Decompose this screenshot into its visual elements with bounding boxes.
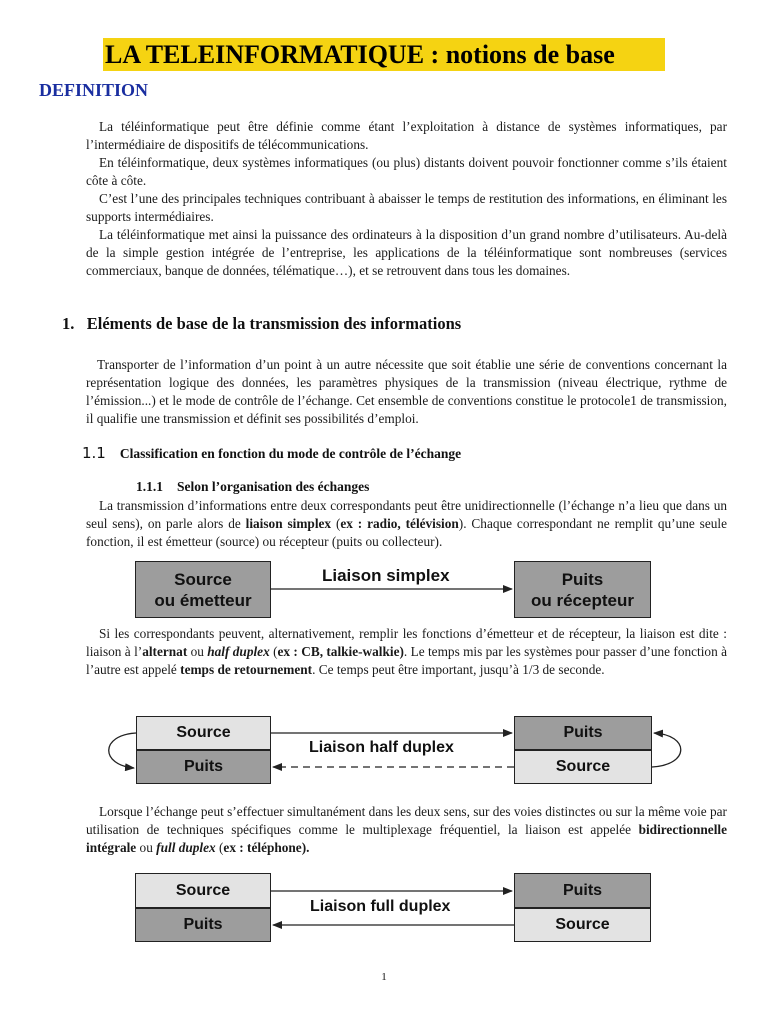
term-full-duplex: full duplex	[156, 840, 216, 855]
definition-heading: DEFINITION	[39, 80, 149, 100]
full-left-top-box: Source	[135, 873, 271, 908]
simplex-label: Liaison simplex	[322, 566, 450, 585]
half-duplex-paragraph	[86, 625, 727, 679]
term-liaison-simplex: liaison simplex	[245, 516, 332, 531]
section-title: Classification en fonction du mode de contrôle de l’échange	[119, 446, 462, 461]
text-run: ). Chaque correspondant ne remplit qu’une seule fonction, il est émetteur (source) ou récepteur (puits ou collecteur).	[86, 516, 727, 549]
section-number: 1.	[62, 314, 75, 333]
example-simplex: ex : radio, télévision	[340, 516, 459, 531]
text-run: Lorsque l’échange peut s’effectuer simultanément dans les deux sens, sur des voies distinctes ou sur la même voie par utilisation de techniques spécifiques comme le multiplexage fréquentiel, la liaison est appelée	[86, 804, 727, 837]
section-1-paragraph: Transporter de l’information d’un point à un autre nécessite que soit établie une série de conventions concernant la représentation logique des données, les paramètres physiques de la transmission (niveau électrique, rythme de l’émission...) et le mode de contrôle de l’échange. Cet ensemble de conventions constitue le protocole1 de transmission, il qualifie une transmission et définit ses possibilités d’emploi.	[86, 357, 727, 426]
text-run: . Le temps mis par les systèmes pour passer d’une fonction à l’autre est appelé	[86, 644, 727, 677]
simplex-sink-box: Puits ou récepteur	[514, 561, 651, 618]
right-loop-arrow	[652, 733, 681, 767]
definition-paragraph: La téléinformatique met ainsi la puissance des ordinateurs à la disposition d’un grand nombre d’utilisateurs. Au-delà de la simple gestion intégrée de l’entreprise, les applications de la téléinformatique sont nombreuses (services commerciaux, banque de données, télématique…), et se retrouvent dans tous les domaines.	[86, 227, 727, 278]
full-right-top-box: Puits	[514, 873, 651, 908]
page-title: LA TELEINFORMATIQUE : notions de base	[103, 38, 665, 71]
section-number: 1.1.1	[136, 479, 163, 494]
left-loop-arrow	[109, 733, 136, 768]
full-duplex-paragraph	[86, 803, 727, 857]
page-number: 1	[381, 971, 387, 983]
half-left-top-box: Source	[136, 716, 271, 750]
text-run: Si les correspondants peuvent, alternativement, remplir les fonctions d’émetteur et de récepteur, la liaison est dite : liaison à l’	[86, 626, 727, 659]
term-temps-retournement: temps de retournement	[180, 662, 313, 677]
definition-paragraph: La téléinformatique peut être définie comme étant l’exploitation à distance de systèmes informatiques, par l’intermédiaire de dispositifs de télécommunications.	[86, 119, 727, 152]
full-duplex-text-block	[86, 803, 727, 857]
section-title: Eléments de base de la transmission des informations	[86, 314, 462, 333]
example-full-duplex: ex : téléphone).	[223, 840, 310, 855]
definition-paragraph: En téléinformatique, deux systèmes informatiques (ou plus) distants doivent pouvoir fonctionner comme s’ils étaient côte à côte.	[86, 155, 727, 188]
text-run: ou	[187, 644, 208, 659]
definition-paragraph: C’est l’une des principales techniques contribuant à abaisser le temps de restitution des informations, en éliminant les supports intermédiaires.	[86, 191, 727, 224]
section-title: Selon l’organisation des échanges	[177, 479, 370, 494]
text-run: . Ce temps peut être important, jusqu’à 1/3 de seconde.	[312, 662, 605, 677]
half-duplex-text-block	[86, 625, 727, 679]
section-number: 1.1	[82, 444, 106, 462]
half-right-top-box: Puits	[514, 716, 652, 750]
half-duplex-label: Liaison half duplex	[309, 739, 454, 756]
example-half-duplex: ex : CB, talkie-walkie)	[277, 644, 404, 659]
term-alternat: alternat	[142, 644, 188, 659]
simplex-source-box: Source ou émetteur	[135, 561, 271, 618]
text-run: ou	[136, 840, 157, 855]
full-duplex-label: Liaison full duplex	[310, 898, 451, 915]
half-right-bottom-box: Source	[514, 750, 652, 784]
term-half-duplex: half duplex	[207, 644, 270, 659]
text-run: (	[215, 840, 224, 855]
half-left-bottom-box: Puits	[136, 750, 271, 784]
text-run: (	[269, 644, 278, 659]
term-bidirectionnelle-integrale: bidirectionnelle intégrale	[86, 822, 727, 855]
full-left-bottom-box: Puits	[135, 908, 271, 942]
full-right-bottom-box: Source	[514, 908, 651, 942]
text-run: La transmission d’informations entre deux correspondants peut être unidirectionnelle (l’échange n’a lieu que dans un seul sens), on parle alors de	[86, 498, 727, 531]
text-run: (	[331, 516, 341, 531]
